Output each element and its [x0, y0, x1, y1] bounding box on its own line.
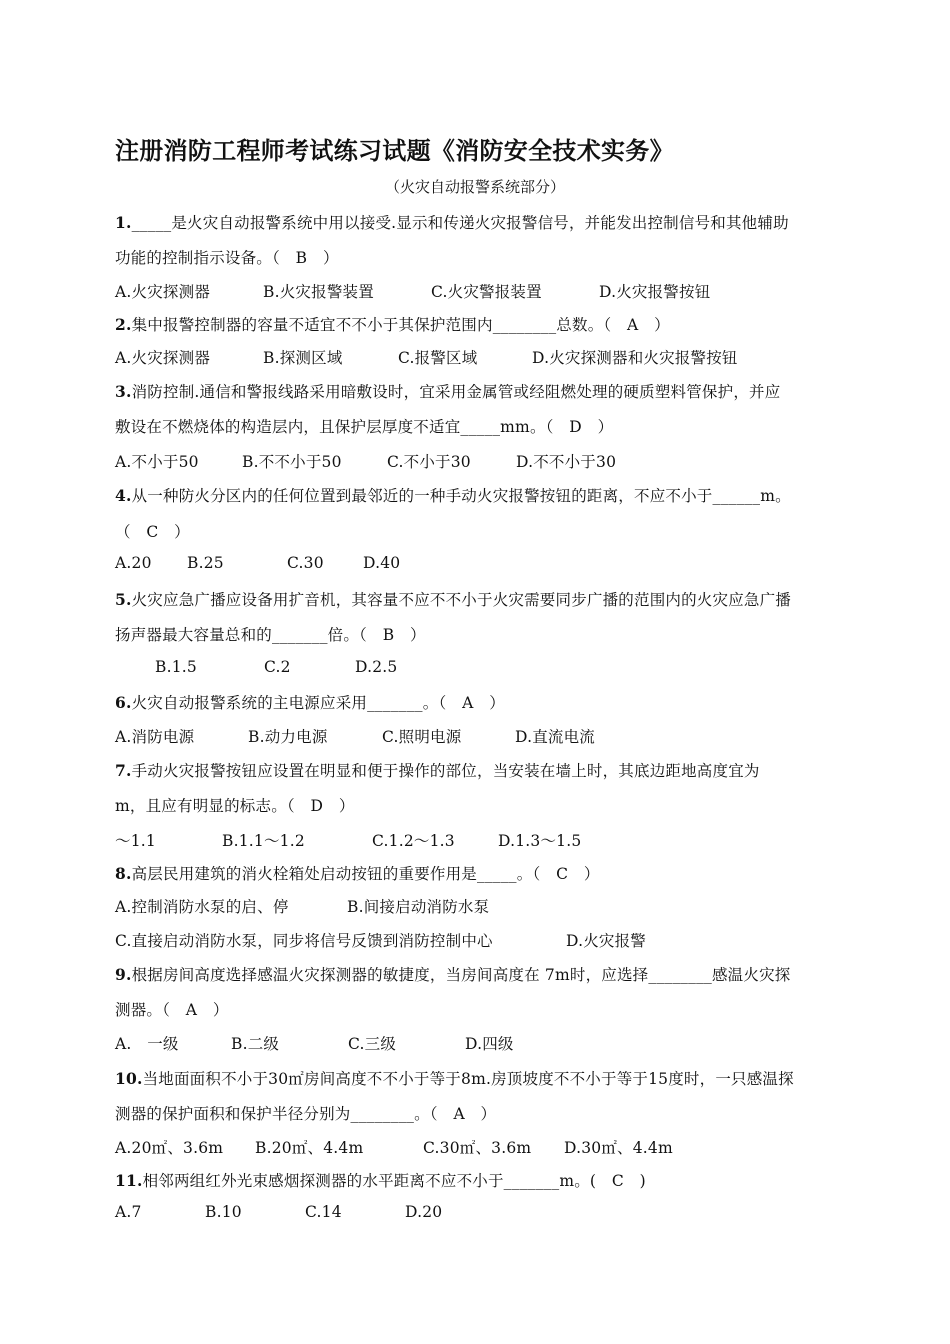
question-3-line-2: 敷设在不燃烧体的构造层内，且保护层厚度不适宜_____mm。（ D ）: [115, 418, 614, 436]
question-6-line-1: 6.火灾自动报警系统的主电源应采用_______。（ A ）: [115, 693, 505, 712]
question-9-line-1: 9.根据房间高度选择感温火灾探测器的敏捷度，当房间高度在 7m时，应选择________感温火灾探: [115, 965, 791, 984]
document-subtitle: （火灾自动报警系统部分）: [384, 178, 565, 196]
option-a: A.火灾探测器: [115, 283, 211, 301]
option-d: D.火灾探测器和火灾报警按钮: [532, 349, 738, 367]
question-5-line-1: 5.火灾应急广播应设备用扩音机，其容量不应不不小于火灾需要同步广播的范围内的火灾应急广播: [115, 590, 791, 609]
option-a: A.20: [115, 554, 152, 572]
option-b: B.1.1～1.2: [222, 832, 305, 850]
question-2-line-1: 2.集中报警控制器的容量不适宜不不小于其保护范围内________总数。（ A ）: [115, 315, 670, 334]
option-c: C.30: [287, 554, 324, 572]
option-d: D.2.5: [355, 658, 398, 676]
question-4-line-1: 4.从一种防火分区内的任何位置到最邻近的一种手动火灾报警按钮的距离，不应不小于______m。: [115, 486, 791, 505]
option-d: D.四级: [465, 1035, 514, 1053]
option-d: D.30㎡、4.4m: [564, 1139, 673, 1157]
option-b: B.1.5: [155, 658, 197, 676]
question-1-line-2: 功能的控制指示设备。（ B ）: [115, 249, 339, 267]
option-c: C.1.2～1.3: [372, 832, 455, 850]
option-c: C.2: [264, 658, 291, 676]
question-7-line-2: m，且应有明显的标志。（ D ）: [115, 797, 355, 815]
option-b: B.二级: [231, 1035, 280, 1053]
option-d: D.不不小于30: [516, 453, 617, 471]
question-5-line-2: 扬声器最大容量总和的_______倍。（ B ）: [115, 626, 426, 644]
option-c: C.照明电源: [382, 728, 462, 746]
option-c: C.三级: [348, 1035, 397, 1053]
question-3-line-1: 3.消防控制.通信和警报线路采用暗敷设时，宜采用金属管或经阻燃处理的硬质塑料管保护，并应: [115, 382, 781, 401]
option-c: C.不小于30: [387, 453, 471, 471]
option-b: B.动力电源: [248, 728, 328, 746]
question-1-line-1: 1._____是火灾自动报警系统中用以接受.显示和传递火灾报警信号，并能发出控制信号和其他辅助: [115, 213, 789, 232]
option-d: D.40: [363, 554, 401, 572]
option-c: C.直接启动消防水泵，同步将信号反馈到消防控制中心: [115, 932, 493, 950]
question-10-line-2: 测器的保护面积和保护半径分别为________。（ A ）: [115, 1105, 497, 1123]
question-7-line-1: 7.手动火灾报警按钮应设置在明显和便于操作的部位，当安装在墙上时，其底边距地高度宜为: [115, 761, 760, 780]
question-9-line-2: 测器。（ A ）: [115, 1001, 229, 1019]
option-b: B.10: [205, 1203, 242, 1221]
option-d: D.火灾报警: [566, 932, 647, 950]
option-d: D.1.3～1.5: [498, 832, 582, 850]
option-b: B.间接启动消防水泵: [347, 898, 490, 916]
question-8-line-1: 8.高层民用建筑的消火栓箱处启动按钮的重要作用是_____。（ C ）: [115, 864, 600, 883]
option-c: C.30㎡、3.6m: [423, 1139, 532, 1157]
option-c: C.14: [305, 1203, 342, 1221]
option-a: A.20㎡、3.6m: [115, 1139, 224, 1157]
option-a: A.火灾探测器: [115, 349, 211, 367]
option-a: A.消防电源: [115, 728, 195, 746]
option-c: C.报警区域: [398, 349, 478, 367]
option-b: B.探测区域: [263, 349, 343, 367]
option-a: A.不小于50: [115, 453, 199, 471]
option-a: ～1.1: [115, 832, 156, 850]
question-4-line-2: （ C ）: [115, 523, 190, 541]
option-b: B.20㎡、4.4m: [255, 1139, 364, 1157]
document-title: 注册消防工程师考试练习试题《消防安全技术实务》: [115, 136, 674, 165]
option-b: B.不不小于50: [242, 453, 342, 471]
option-d: D.直流电流: [515, 728, 596, 746]
option-b: B.25: [187, 554, 224, 572]
option-d: D.20: [405, 1203, 443, 1221]
option-a: A. 一级: [115, 1035, 179, 1053]
option-c: C.火灾警报装置: [431, 283, 542, 301]
option-a: A.7: [115, 1203, 142, 1221]
option-a: A.控制消防水泵的启、停: [115, 898, 289, 916]
question-11-line-1: 11.相邻两组红外光束感烟探测器的水平距离不应不小于_______m。( C ): [115, 1171, 646, 1190]
option-b: B.火灾报警装置: [263, 283, 374, 301]
question-10-line-1: 10.当地面面积不小于30㎡房间高度不不小于等于8m.房顶坡度不不小于等于15度时，一只感温探: [115, 1069, 794, 1088]
option-d: D.火灾报警按钮: [599, 283, 711, 301]
